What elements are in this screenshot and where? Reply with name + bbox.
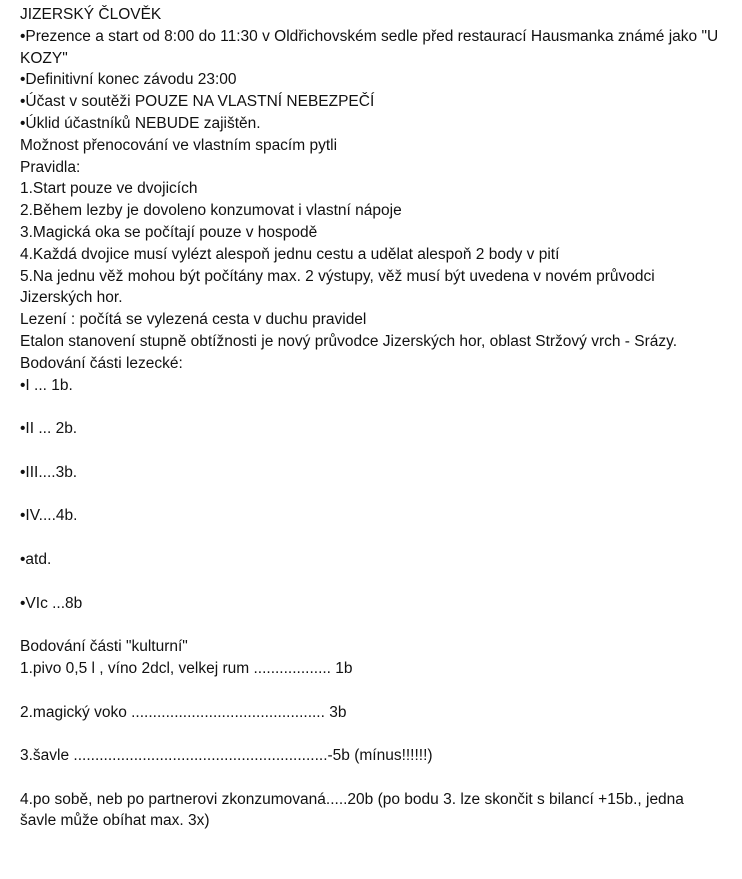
climbing-note: Lezení : počítá se vylezená cesta v duchu pravidel (20, 311, 367, 329)
rule-item: 1.Start pouze ve dvojicích (20, 180, 198, 198)
rule-item: 3.Magická oka se počítají pouze v hospodě (20, 223, 318, 241)
climbing-scoring-heading: Bodování části lezecké: (20, 354, 183, 372)
spacer (20, 680, 720, 702)
overnight-note: Možnost přenocování ve vlastním spacím pytli (20, 136, 338, 154)
spacer (20, 396, 720, 418)
intro-bullet: •Úklid účastníků NEBUDE zajištěn. (20, 114, 261, 132)
rules-heading: Pravidla: (20, 158, 81, 176)
climbing-scoring-list (20, 375, 720, 637)
climbing-score-item: •VIc ...8b (20, 594, 83, 612)
cultural-scoring-list (20, 658, 720, 832)
climbing-score-item: •IV....4b. (20, 507, 78, 525)
rule-item: 5.Na jednu věž mohou být počítány max. 2 výstupy, věž musí být uvedena v novém průvodci Jizerských hor. (20, 267, 659, 307)
cultural-score-item: 1.pivo 0,5 l , víno 2dcl, velkej rum .................. 1b (20, 659, 353, 677)
climbing-score-item: •III....3b. (20, 463, 78, 481)
intro-bullet: •Prezence a start od 8:00 do 11:30 v Oldřichovském sedle před restaurací Hausmanka známé jako "U KOZY" (20, 27, 723, 67)
spacer (20, 614, 720, 636)
spacer (20, 723, 720, 745)
spacer (20, 767, 720, 789)
cultural-score-item: 2.magický voko ............................................. 3b (20, 703, 347, 721)
cultural-scoring-heading: Bodování části "kulturní" (20, 638, 188, 656)
document-title: JIZERSKÝ ČLOVĚK (20, 6, 162, 23)
rule-item: 4.Každá dvojice musí vylézt alespoň jednu cestu a udělat alespoň 2 body v pití (20, 245, 560, 263)
spacer (20, 571, 720, 593)
intro-bullet: •Definitivní konec závodu 23:00 (20, 71, 237, 89)
spacer (20, 484, 720, 506)
intro-bullet: •Účast v soutěži POUZE NA VLASTNÍ NEBEZPEČÍ (20, 93, 375, 111)
spacer (20, 527, 720, 549)
cultural-score-item: 3.šavle ...........................................................-5b (mínus!!!!!!) (20, 747, 433, 765)
climbing-score-item: •I ... 1b. (20, 376, 73, 394)
etalon-note: Etalon stanovení stupně obtížnosti je nový průvodce Jizerských hor, oblast Stržový vrch - Srázy. (20, 332, 678, 350)
rules-list (20, 178, 720, 309)
cultural-score-item: 4.po sobě, neb po partnerovi zkonzumovaná.....20b (po bodu 3. lze skončit s bilancí +15b., jedna šavle může obíhat max. 3x) (20, 790, 689, 830)
climbing-score-item: •II ... 2b. (20, 420, 78, 438)
document-body (20, 4, 723, 832)
climbing-score-item: •atd. (20, 550, 52, 568)
rule-item: 2.Během lezby je dovoleno konzumovat i vlastní nápoje (20, 202, 402, 220)
intro-bullet-list (20, 26, 723, 135)
spacer (20, 440, 720, 462)
